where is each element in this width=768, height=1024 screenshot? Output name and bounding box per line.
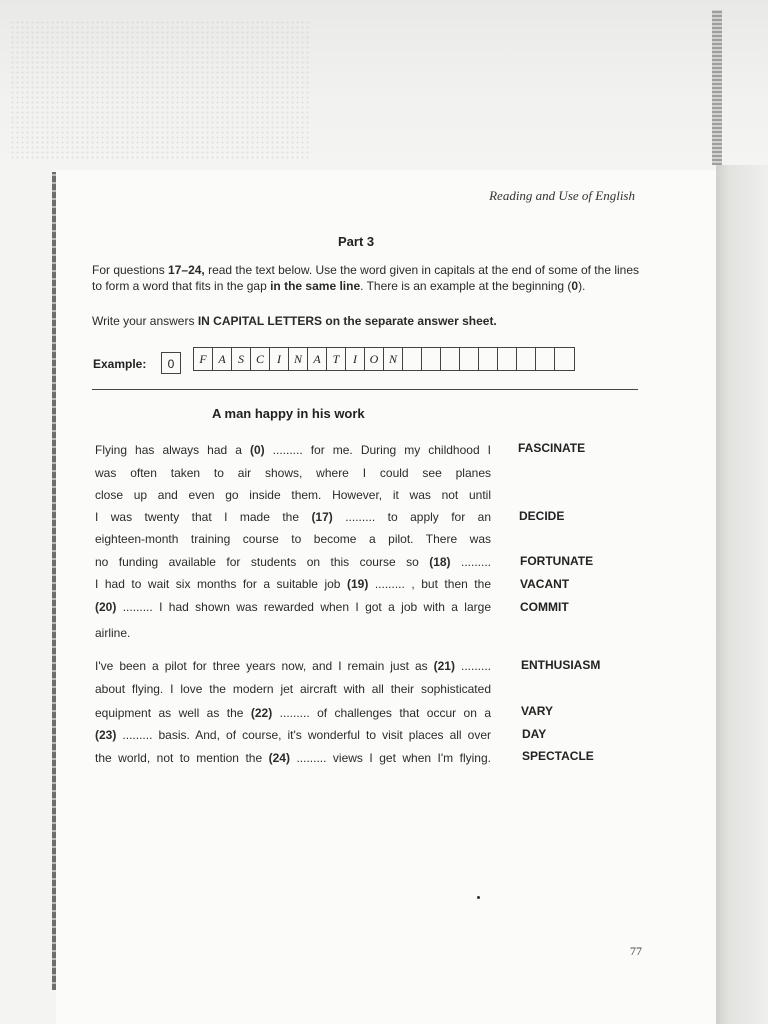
paper-page <box>56 170 716 1024</box>
answer-cell: A <box>308 348 327 370</box>
keyword-fortunate: FORTUNATE <box>520 554 594 568</box>
answer-cell: A <box>213 348 232 370</box>
example-number-box: 0 <box>161 352 181 374</box>
text-line: no funding available for students on this course so (18) ......... <box>95 555 492 569</box>
text-line: about flying. I love the modern jet aircraft with all their sophisticated <box>95 682 491 696</box>
text-line: eighteen-month training course to become a pilot. There was <box>95 532 491 546</box>
answer-cell: N <box>289 348 308 370</box>
answer-cell <box>517 348 536 370</box>
answer-cell: S <box>232 348 251 370</box>
keyword-decide: DECIDE <box>519 509 565 523</box>
text-line: airline. <box>95 626 131 640</box>
answer-cell <box>422 348 441 370</box>
scan-noise <box>10 20 310 160</box>
answer-cell <box>403 348 422 370</box>
answer-cell <box>441 348 460 370</box>
keyword-spectacle: SPECTACLE <box>522 749 594 763</box>
text-line: was often taken to air shows, where I could see planes <box>95 466 491 480</box>
answer-cell: N <box>384 348 403 370</box>
text-line: I had to wait six months for a suitable job (19) ......... , but then the <box>95 577 491 591</box>
answer-cell: T <box>327 348 346 370</box>
answer-cell <box>498 348 517 370</box>
keyword-commit: COMMIT <box>520 600 569 614</box>
part-title: Part 3 <box>338 234 375 249</box>
example-answer-grid <box>193 347 575 371</box>
instructions: For questions 17–24, read the text below. Use the word given in capitals at the end of some of the lines to form a word that fits in the gap in the same line. There is an example at the beginning (0). <box>92 263 640 293</box>
text-line: equipment as well as the (22) ......... of challenges that occur on a <box>95 706 491 720</box>
answer-cell <box>479 348 498 370</box>
text-line: (23) ......... basis. And, of course, it's wonderful to visit places all over <box>95 728 491 742</box>
answer-cell <box>460 348 479 370</box>
answer-cell: F <box>194 348 213 370</box>
answer-cell: I <box>346 348 365 370</box>
page-number: 77 <box>630 944 642 958</box>
ink-speck <box>477 896 480 899</box>
answer-cell: O <box>365 348 384 370</box>
keyword-fascinate: FASCINATE <box>518 441 586 455</box>
answer-cell <box>536 348 555 370</box>
text-line: the world, not to mention the (24) ......... views I get when I'm flying. <box>95 751 491 765</box>
keyword-day: DAY <box>522 727 547 741</box>
text-line: I was twenty that I made the (17) ......... to apply for an <box>95 510 491 524</box>
divider <box>92 389 638 390</box>
answer-instruction: Write your answers IN CAPITAL LETTERS on the separate answer sheet. <box>92 314 497 328</box>
answer-cell: I <box>270 348 289 370</box>
text-line: close up and even go inside them. However, it was not until <box>95 488 491 502</box>
keyword-enthusiasm: ENTHUSIASM <box>521 658 601 672</box>
text-line: I've been a pilot for three years now, and I remain just as (21) ......... <box>95 659 492 673</box>
answer-cell <box>555 348 574 370</box>
text-title: A man happy in his work <box>212 406 365 421</box>
page-shadow <box>716 165 768 1024</box>
keyword-vary: VARY <box>521 704 554 718</box>
answer-cell: C <box>251 348 270 370</box>
example-label: Example: <box>93 357 147 371</box>
keyword-vacant: VACANT <box>520 577 570 591</box>
text-line: (20) ......... I had shown was rewarded when I got a job with a large <box>95 600 491 614</box>
section-header: Reading and Use of English <box>489 188 635 203</box>
page-edge-left <box>52 172 56 990</box>
page-edge-right <box>712 10 722 165</box>
text-line: Flying has always had a (0) ......... for me. During my childhood I <box>95 443 491 457</box>
